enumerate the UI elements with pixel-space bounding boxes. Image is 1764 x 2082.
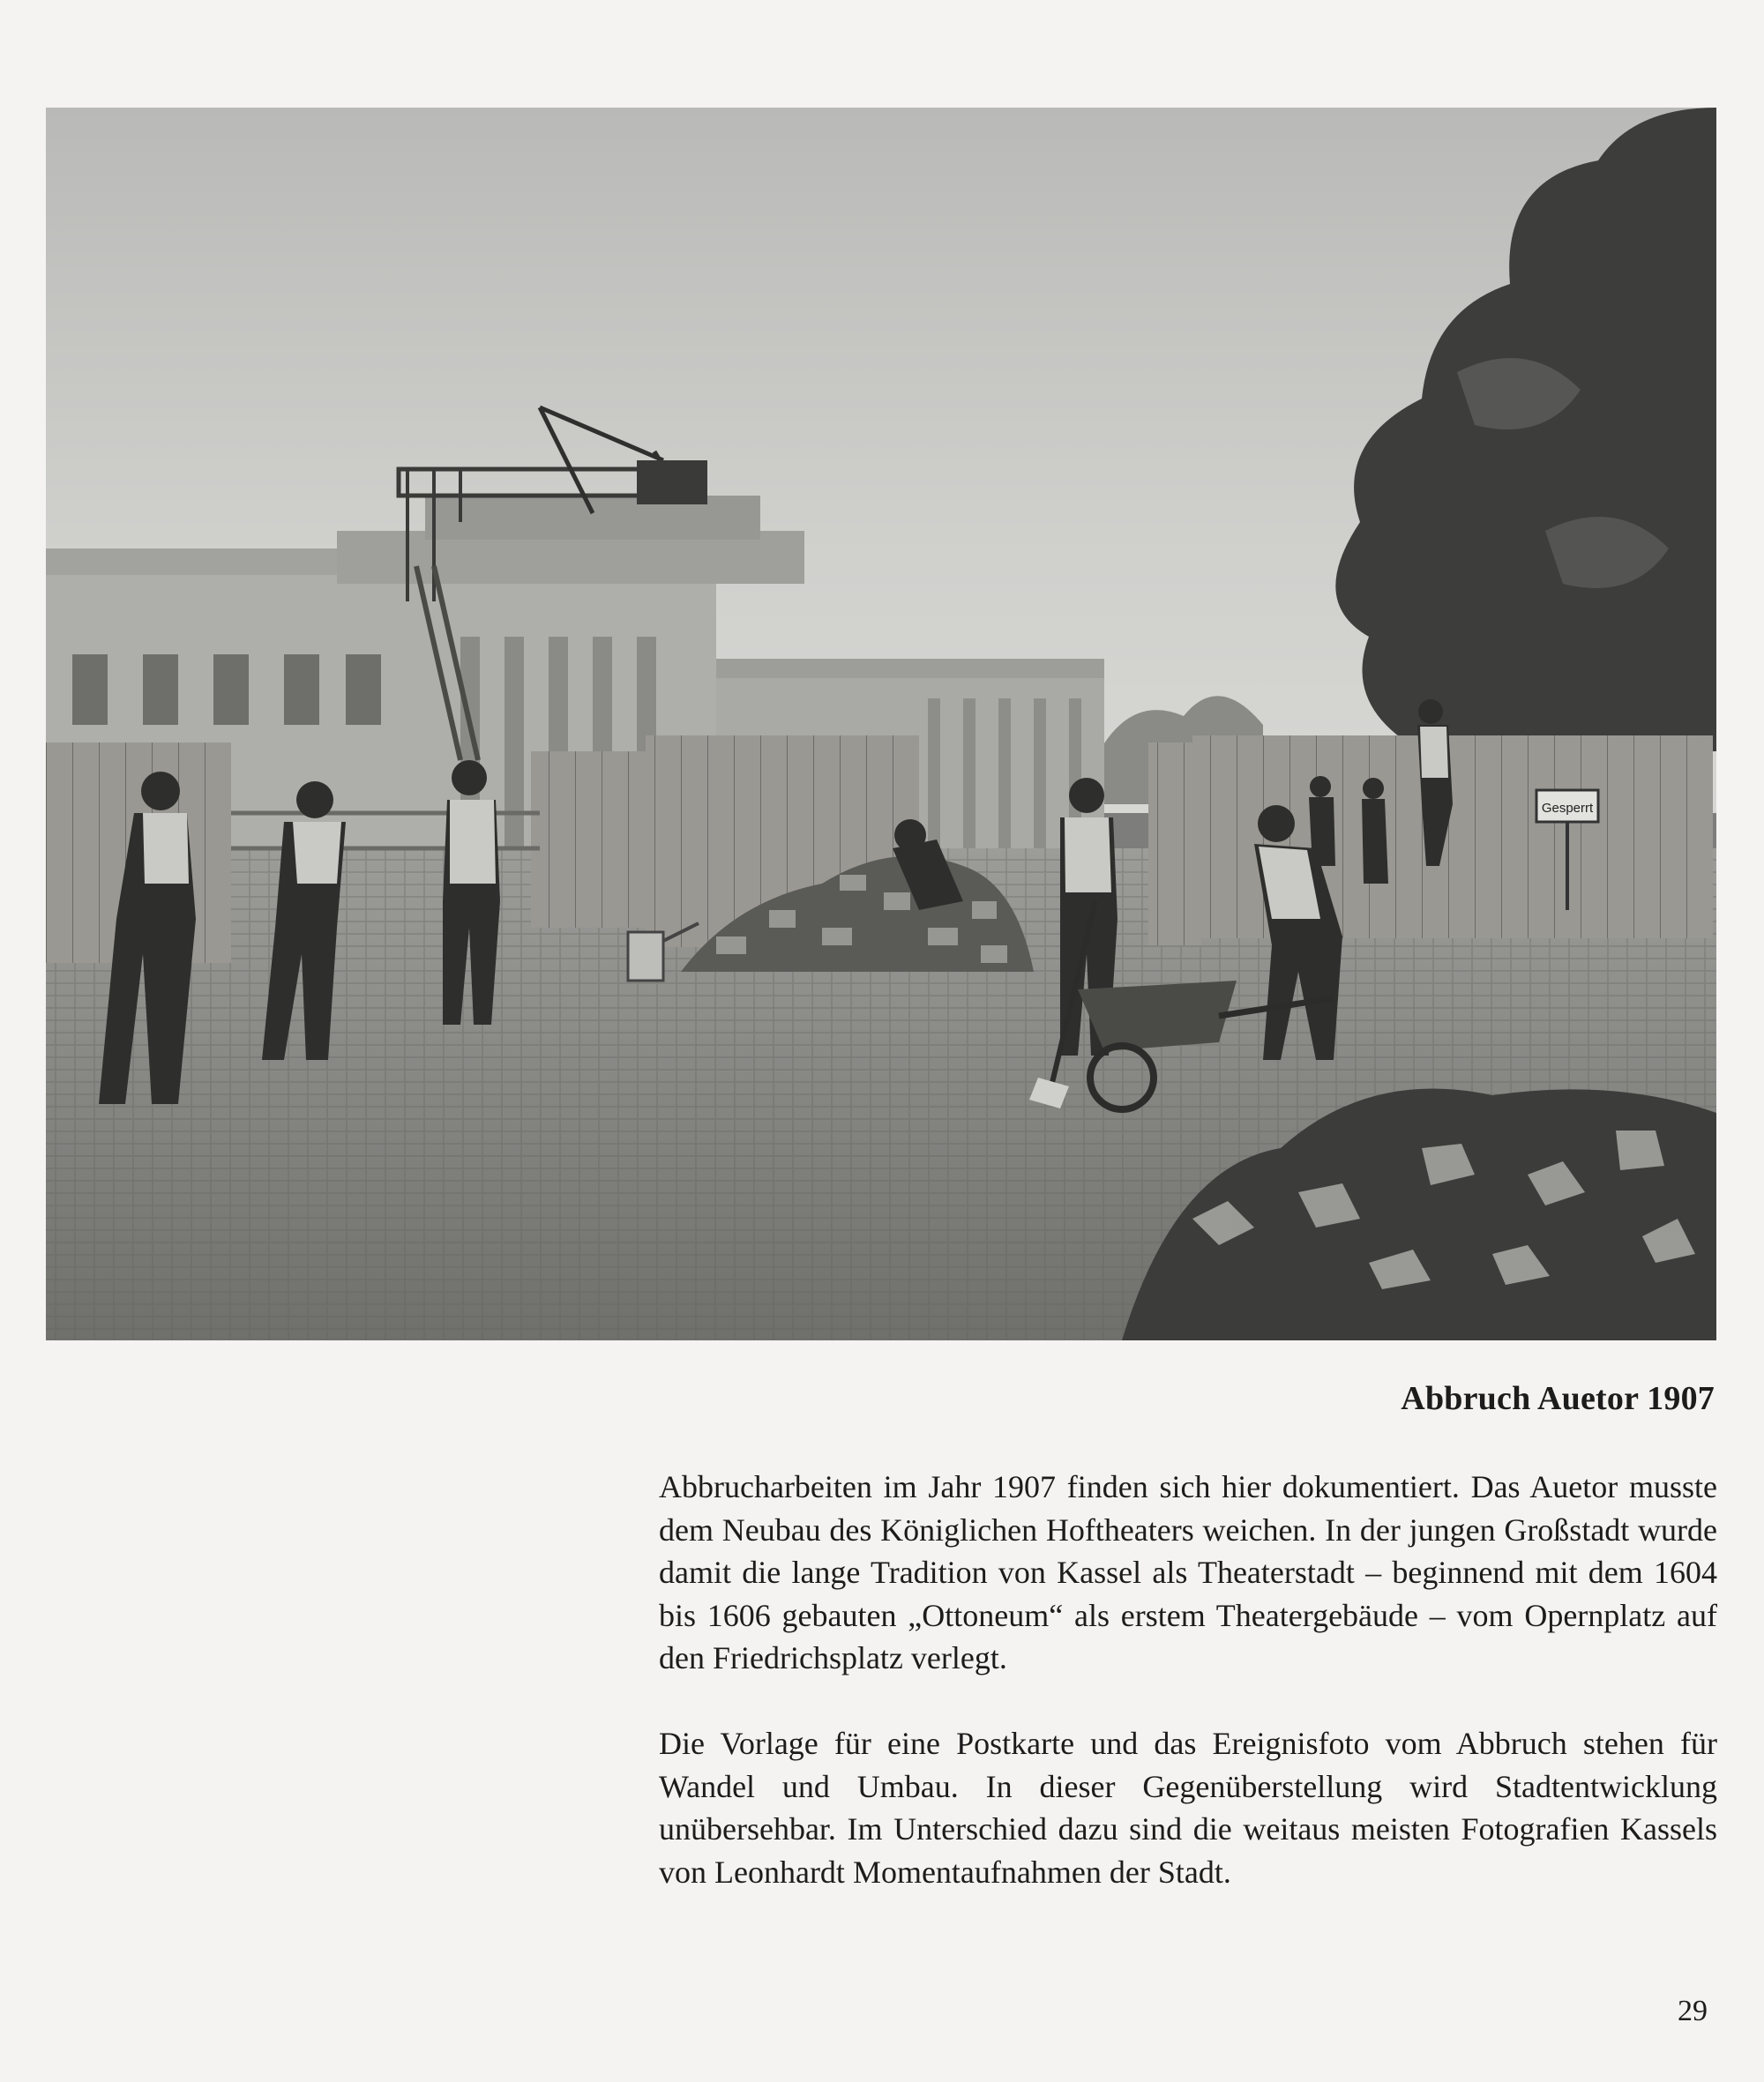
- photo-caption: Abbruch Auetor 1907: [1401, 1380, 1715, 1417]
- paragraph-2: Die Vorlage für eine Postkarte und das Ereignisfoto vom Abbruch stehen für Wandel und Umbau. In dieser Gegenüberstellung wird Stadtentwicklung unübersehbar. Im Unterschied dazu sind die weitaus meisten Fotografien Kassels von Leonhardt Momentaufnahmen der Stadt.: [659, 1725, 1717, 1890]
- historical-photo: [46, 108, 1716, 1340]
- paragraph-1: Abbrucharbeiten im Jahr 1907 finden sich hier dokumentiert. Das Auetor musste dem Neubau des Königlichen Hoftheaters weichen. In der jungen Großstadt wurde damit die lange Tradition von Kassel als Theaterstadt – beginnend mit dem 1604 bis 1606 gebauten „Ottoneum“ als erstem Theatergebäude – vom Opernplatz auf den Friedrichsplatz verlegt.: [659, 1469, 1717, 1676]
- body-text: [659, 1466, 1717, 1936]
- photo-illustration: [46, 108, 1716, 1340]
- sign-text: Gesperrt: [1541, 801, 1594, 816]
- page-number: 29: [1678, 1995, 1708, 2027]
